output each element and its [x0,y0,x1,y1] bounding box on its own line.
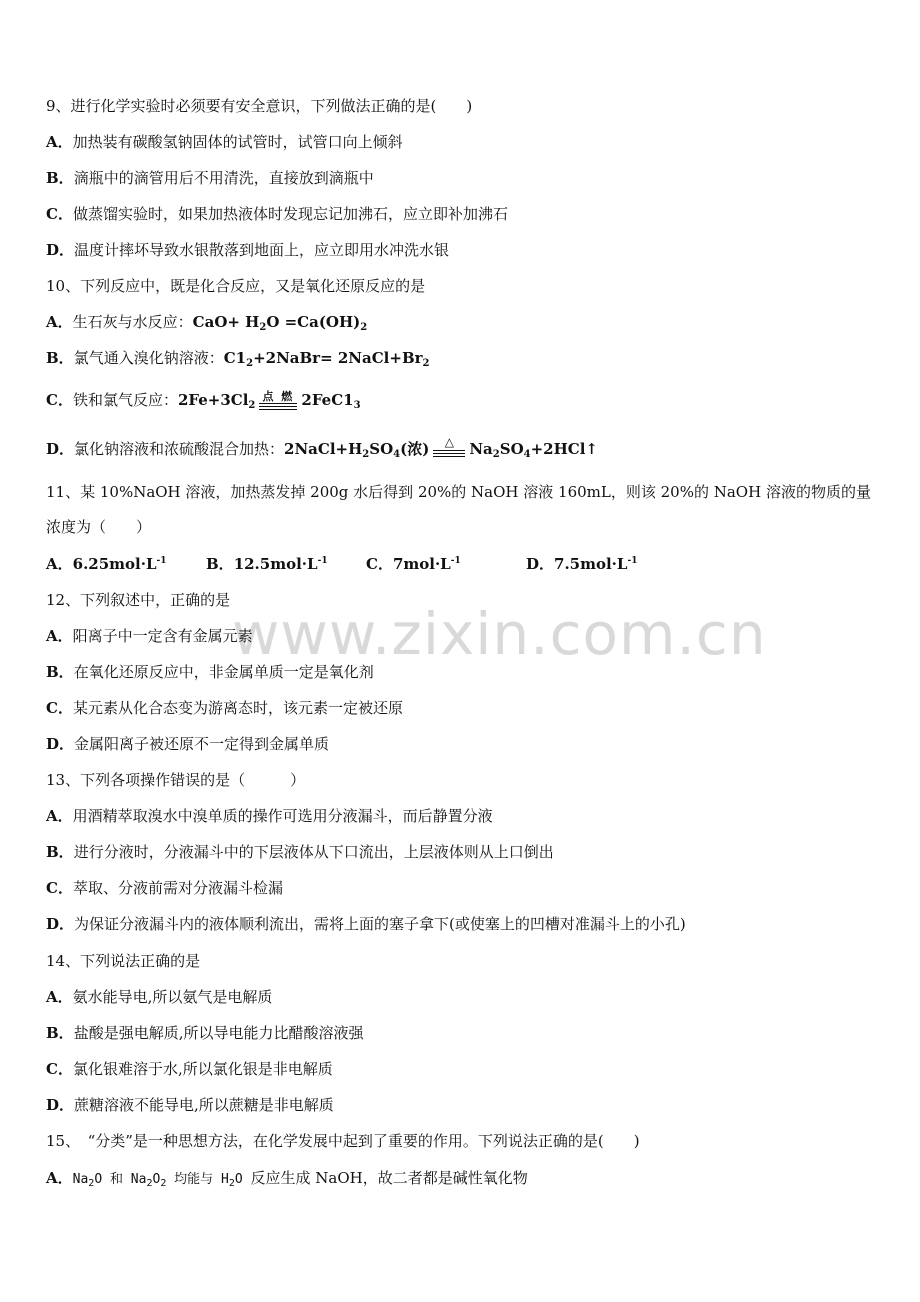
question-12-option-d: D．金属阳离子被还原不一定得到金属单质 [46,735,330,753]
question-14-stem: 14、下列说法正确的是 [46,952,201,970]
question-10-option-a: A．生石灰与水反应：$CaO+ H_2O =Ca(OH)_2$ [46,313,368,333]
question-11-option-c: C．$7mol\cdot L^{-1}$ [366,555,461,573]
question-14-option-b: B．盐酸是强电解质,所以导电能力比醋酸溶液强 [46,1024,364,1042]
question-11-option-b: B．$12.5mol\cdot L^{-1}$ [206,555,328,573]
question-15-option-a: A．$Na_2O$ 和 $Na_2O_2$ 均能与 $H_2O$ 反应生成 NaOH，故二者都是碱性氧化物 [46,1169,528,1189]
question-13-option-c: C．萃取、分液前需对分液漏斗检漏 [46,879,283,897]
question-12-stem: 12、下列叙述中，正确的是 [46,591,231,609]
question-12-option-b: B．在氧化还原反应中，非金属单质一定是氧化剂 [46,663,374,681]
question-11-option-d: D．$7.5mol\cdot L^{-1}$ [526,555,638,573]
question-10-option-b: B．氯气通入溴化钠溶液：$C1_2+2NaBr=$ $2NaCl+Br_2$ [46,349,430,369]
heat-condition-mark: △ [431,440,467,460]
question-11-stem-line1: 11、某 10%NaOH 溶液，加热蒸发掉 200g 水后得到 20%的 NaOH 溶液 160mL，则该 20%的 NaOH 溶液的物质的量 [46,483,871,501]
question-11-stem-line2: 浓度为（ ） [46,518,152,536]
ignition-condition-mark: 点 燃 [257,391,299,411]
question-9-stem: 9、进行化学实验时必须要有安全意识，下列做法正确的是( ) [46,97,473,115]
question-14-option-c: C．氯化银难溶于水,所以氯化银是非电解质 [46,1060,333,1078]
question-12-option-c: C．某元素从化合态变为游离态时，该元素一定被还原 [46,699,403,717]
question-9-option-b: B．滴瓶中的滴管用后不用清洗，直接放到滴瓶中 [46,169,374,187]
question-9-option-a: A．加热装有碳酸氢钠固体的试管时，试管口向上倾斜 [46,133,403,151]
question-11-options [46,554,637,574]
question-9-option-c: C．做蒸馏实验时，如果加热液体时发现忘记加沸石，应立即补加沸石 [46,205,508,223]
watermark: www.zixin.com.cn [232,600,767,668]
question-13-option-d: D．为保证分液漏斗内的液体顺利流出，需将上面的塞子拿下(或使塞上的凹槽对准漏斗上的小孔) [46,915,686,933]
question-10-option-d: D．氯化钠溶液和浓硫酸混合加热：$2NaCl+H_2SO_4$(浓) △ $Na_2SO_4+2HCl↑$ [46,435,598,460]
question-11-option-a: A．$6.25mol\cdot L^{-1}$ [46,555,167,573]
question-14-option-d: D．蔗糖溶液不能导电,所以蔗糖是非电解质 [46,1096,334,1114]
question-10-option-c: C．铁和氯气反应：$2Fe+3Cl_2$ 点 燃 $2FeC1_3$ [46,390,361,411]
question-12-option-a: A．阳离子中一定含有金属元素 [46,627,253,645]
question-14-option-a: A．氨水能导电,所以氨气是电解质 [46,988,273,1006]
question-15-stem: 15、 “分类”是一种思想方法，在化学发展中起到了重要的作用。下列说法正确的是( ) [46,1132,640,1150]
question-13-option-a: A．用酒精萃取溴水中溴单质的操作可选用分液漏斗，而后静置分液 [46,807,493,825]
question-13-option-b: B．进行分液时，分液漏斗中的下层液体从下口流出，上层液体则从上口倒出 [46,843,554,861]
question-9-option-d: D．温度计摔坏导致水银散落到地面上，应立即用水冲洗水银 [46,241,450,259]
question-10-stem: 10、下列反应中，既是化合反应，又是氧化还原反应的是 [46,277,426,295]
question-13-stem: 13、下列各项操作错误的是（ ） [46,771,306,789]
